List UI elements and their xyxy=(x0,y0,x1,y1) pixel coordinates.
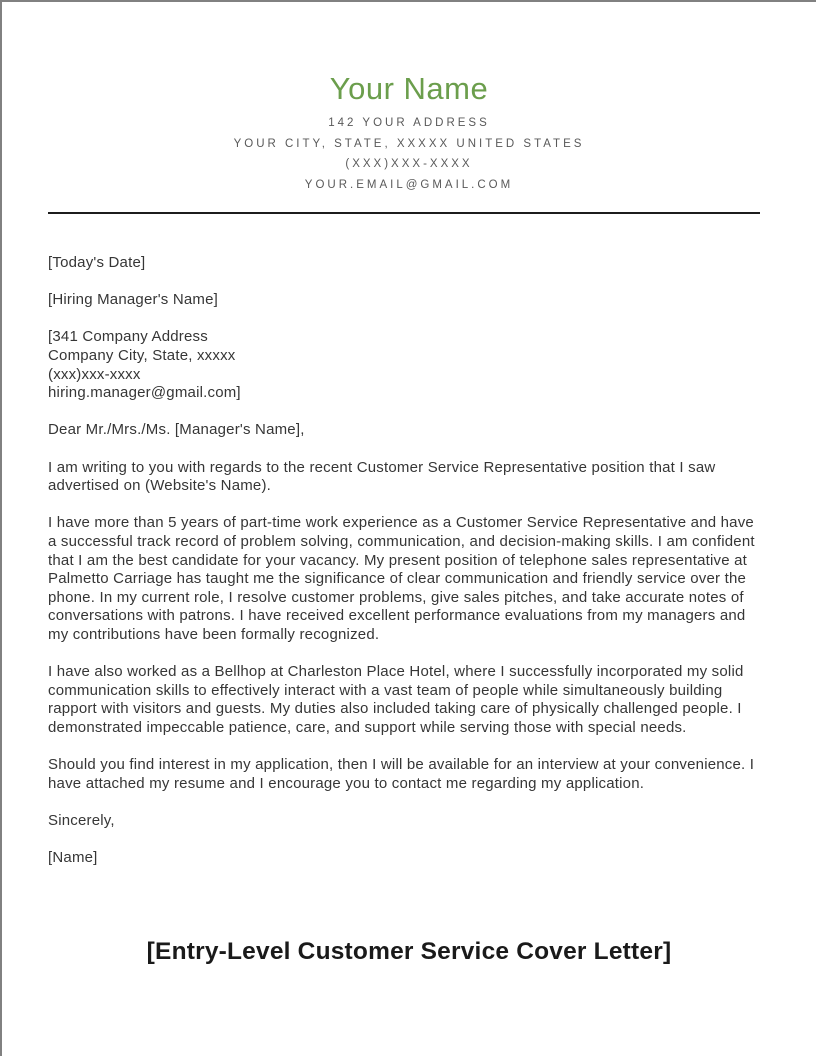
letter-body xyxy=(48,254,766,868)
recipient-name: [Hiring Manager's Name] xyxy=(48,291,219,309)
header-divider-rule xyxy=(48,212,760,214)
recipient-address-line-2: Company City, State, xxxxx xyxy=(48,346,236,364)
paragraph-intro: I am writing to you with regards to the recent Customer Service Representative position that I saw advertised on (Website's Name). xyxy=(48,458,716,495)
paragraph-experience: I have more than 5 years of part-time work experience as a Customer Service Representative and have a successful track record of problem solving, communication, and decision-making skills. I am confident that I am the best candidate for your vacancy. My present position of telephone sales representative at Palmetto Carriage has taught me the significance of clear communication and friendly service over the phone. In my current role, I resolve customer problems, give sales pitches, and take accurate notes of conversations with patrons. I have received excellent performance evaluations from my managers and my contributions have been formally recognized. xyxy=(48,514,755,643)
signature-name: [Name] xyxy=(48,849,98,866)
recipient-address-line-1: [341 Company Address xyxy=(48,328,208,346)
template-title: [Entry-Level Customer Service Cover Letter] xyxy=(146,938,672,965)
sender-name: Your Name xyxy=(329,71,489,106)
recipient-email: hiring.manager@gmail.com] xyxy=(48,384,241,402)
closing: Sincerely, xyxy=(48,811,115,829)
sender-email: YOUR.EMAIL@GMAIL.COM xyxy=(304,178,514,191)
paragraph-closing-request: Should you find interest in my application, then I will be available for an interview at your convenience. I have attached my resume and I encourage you to contact me regarding my application. xyxy=(48,756,755,792)
letter-header xyxy=(2,2,816,195)
recipient-phone: (xxx)xxx-xxxx xyxy=(48,365,141,383)
sender-address-line-2: YOUR CITY, STATE, XXXXX UNITED STATES xyxy=(233,137,585,150)
paragraph-bellhop: I have also worked as a Bellhop at Charleston Place Hotel, where I successfully incorporated my solid communication skills to effectively interact with a vast team of people while simultaneously building rapport with visitors and guests. My duties also included taking care of physically challenged people. I demonstrated impeccable patience, care, and support while serving those with special needs. xyxy=(48,663,744,736)
salutation: Dear Mr./Mrs./Ms. [Manager's Name], xyxy=(48,421,305,439)
date-line: [Today's Date] xyxy=(48,254,146,271)
sender-phone: (XXX)XXX-XXXX xyxy=(345,158,473,170)
sender-address-line-1: 142 YOUR ADDRESS xyxy=(328,117,490,129)
